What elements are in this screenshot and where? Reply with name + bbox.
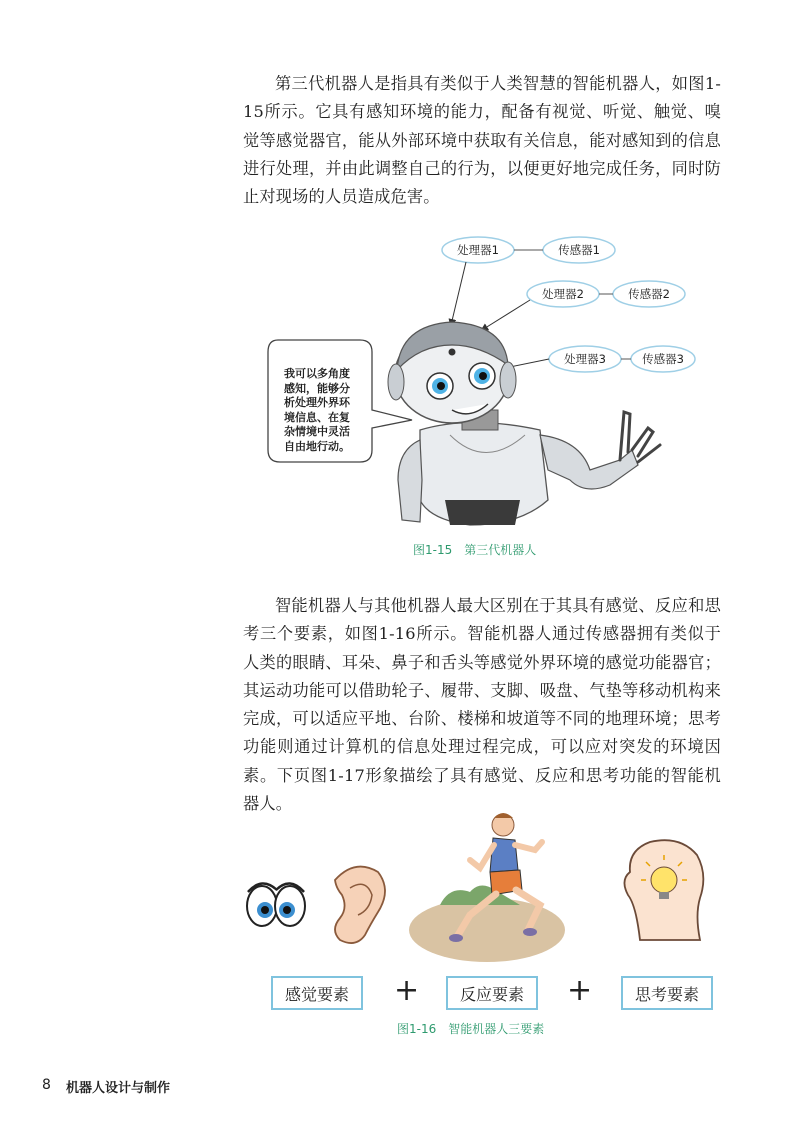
processor-3-label: 处理器3 [564,352,606,366]
page-number: 8 [42,1077,51,1093]
runner-icon [409,813,565,962]
processor-2-label: 处理器2 [542,287,584,301]
speech-bubble-text: 我可以多角度感知，能够分析处理外界环境信息、在复杂情境中灵活自由地行动。 [284,367,350,453]
reaction-element-label: 反应要素 [446,976,538,1010]
sensor-3-label: 传感器3 [642,352,684,366]
plus-sign-2: + [567,973,593,1008]
thinking-element-label: 思考要素 [621,976,713,1010]
sensor-1-label: 传感器1 [558,243,600,257]
ear-icon [335,867,385,943]
book-title: 机器人设计与制作 [66,1081,171,1096]
paragraph-2: 智能机器人与其他机器人最大区别在于其具有感觉、反应和思考三个要素，如图1-16所示。智能机器人通过传感器拥有类似于人类的眼睛、耳朵、鼻子和舌头等感觉外界环境的感觉功能器官；其运动功能可以借助轮子、履带、支脚、吸盘、气垫等移动机构来完成，可以适应平地、台阶、楼梯和坡道等不同的地理环境；思考功能则通过计算机的信息处理过程完成，可以应对突发的环境因素。下页图1-17形象描绘了具有感觉、反应和思考功能的智能机器人。 [243,596,721,814]
paragraph-1: 第三代机器人是指具有类似于人类智慧的智能机器人，如图1-15所示。它具有感知环境的能力，配备有视觉、听觉、触觉、嗅觉等感觉器官，能从外部环境中获取有关信息，能对感知到的信息进行处理，并由此调整自己的行为，以便更好地完成任务，同时防止对现场的人员造成危害。 [243,74,721,207]
sensing-element-label: 感觉要素 [271,976,363,1010]
figure-1-16-caption: 图1-16 智能机器人三要素 [397,1022,545,1036]
sensor-2-label: 传感器2 [628,287,670,301]
figure-1-15-caption: 图1-15 第三代机器人 [413,543,537,557]
plus-sign-1: + [394,973,420,1008]
eyes-icon [247,883,305,926]
processor-1-label: 处理器1 [457,243,499,257]
thinking-head-icon [624,840,703,940]
